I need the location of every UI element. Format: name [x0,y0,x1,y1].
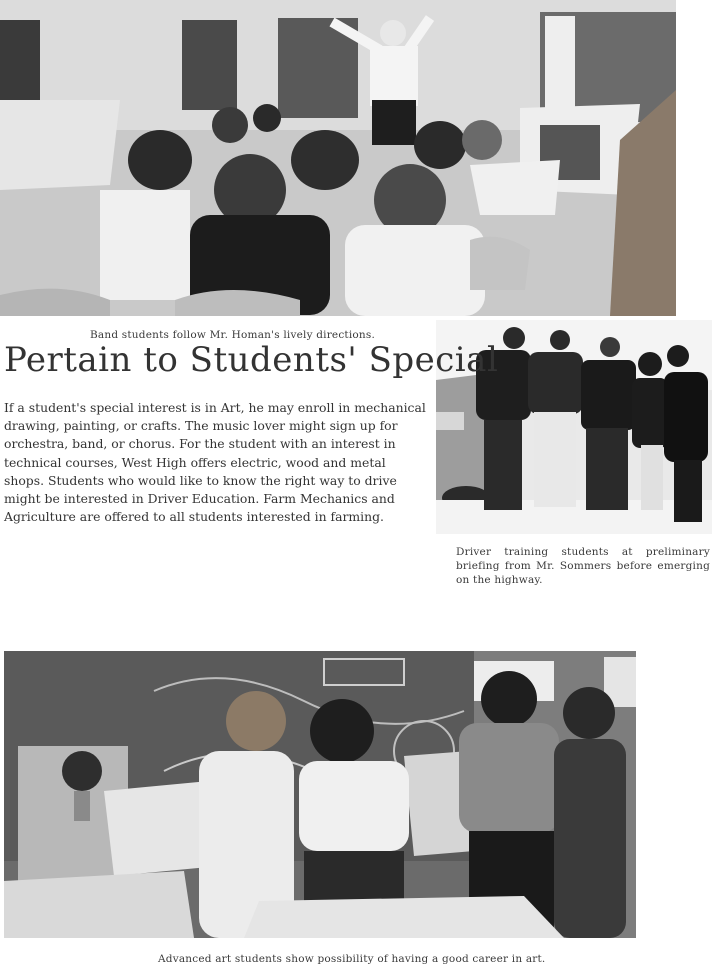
band-photo [0,0,676,316]
article-body-text: If a student's special interest is in Art, he may enroll in mechanical drawing, painting, or crafts. The music lover might sign up for orchestra, band, or chorus. For the student with an interest in technical courses, West High offers electric, wood and metal shops. Students who would like to know the right way to drive might be interested in Driver Education. Farm Mechanics and Agriculture are offered to all students interested in farming. [4,400,426,525]
art-caption: Advanced art students show possibility of having a good career in art. [158,953,546,965]
driver-caption: Driver training students at preliminary briefing from Mr. Sommers before emerging on the highway. [456,546,710,586]
art-class-photo [4,651,636,938]
page-headline: Pertain to Students' Special [4,340,499,380]
band-caption: Band students follow Mr. Homan's lively directions. [90,329,376,341]
